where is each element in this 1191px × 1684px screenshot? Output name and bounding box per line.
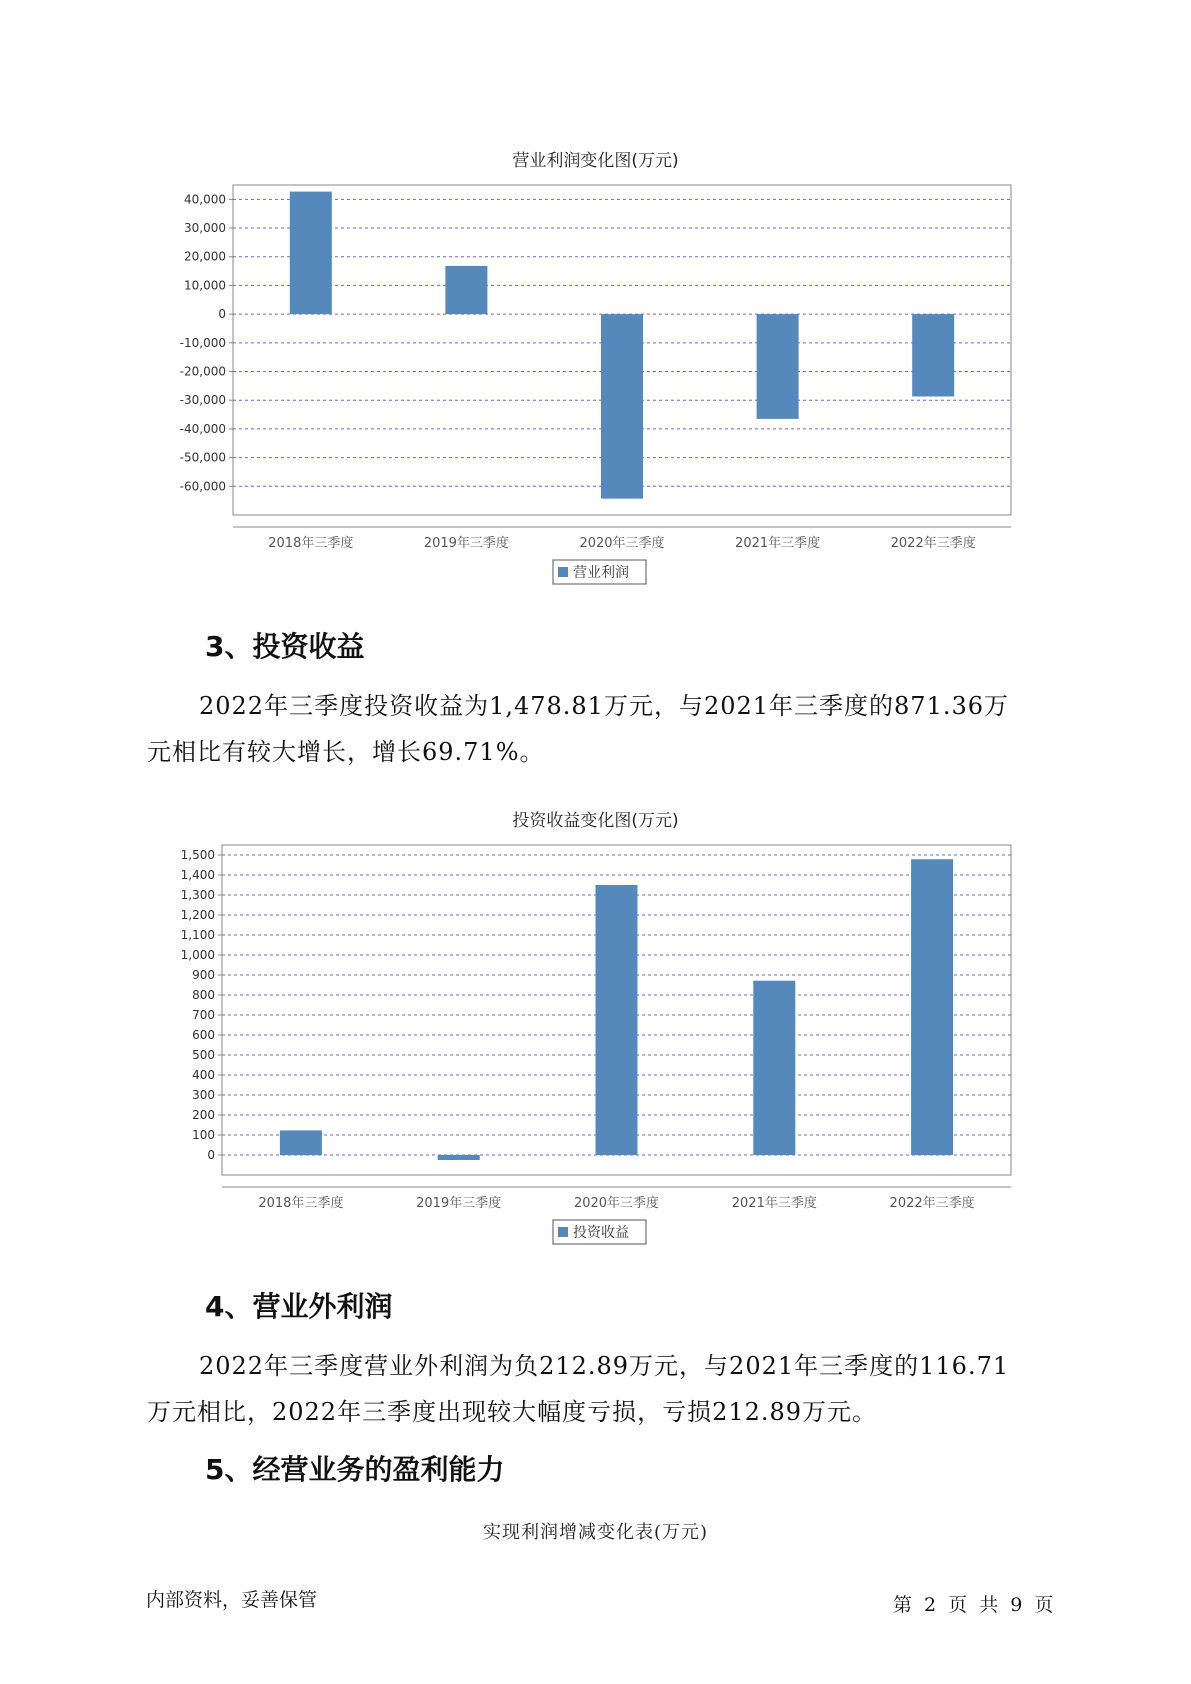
x-tick-label: 2020年三季度 (579, 536, 665, 551)
x-tick-label: 2018年三季度 (268, 536, 354, 551)
x-tick-label: 2019年三季度 (416, 1196, 502, 1211)
y-tick-label: -50,000 (179, 450, 226, 465)
y-tick-label: 0 (218, 307, 226, 322)
y-tick-label: -40,000 (179, 421, 226, 436)
legend-label: 营业利润 (573, 565, 629, 581)
x-tick-label: 2022年三季度 (890, 536, 976, 551)
x-tick-label: 2018年三季度 (258, 1196, 344, 1211)
section4-line1: 2022年三季度营业外利润为负212.89万元，与2021年三季度的116.71 (199, 1352, 1010, 1380)
x-tick-label: 2022年三季度 (889, 1196, 975, 1211)
y-tick-label: 1,100 (180, 928, 215, 942)
section5-heading: 5、经营业务的盈利能力 (205, 1453, 505, 1486)
x-tick-label: 2019年三季度 (423, 536, 509, 551)
x-tick-label: 2020年三季度 (573, 1196, 660, 1211)
section3-paragraph (147, 683, 1047, 775)
bar-4 (757, 314, 799, 419)
y-tick-label: 700 (192, 1008, 215, 1022)
y-tick-label: 200 (192, 1108, 215, 1122)
y-tick-label: 100 (192, 1128, 215, 1142)
x-tick-label: 2021年三季度 (735, 536, 821, 551)
legend-swatch (558, 1227, 568, 1237)
y-tick-label: -10,000 (179, 335, 226, 350)
section3-line2: 元相比有较大增长，增长69.71%。 (147, 738, 545, 766)
y-tick-label: 900 (192, 968, 215, 982)
investment-income-chart (0, 830, 1191, 1260)
y-tick-label: 1,000 (180, 948, 215, 962)
bar-2 (438, 1155, 480, 1160)
y-tick-label: 30,000 (184, 221, 226, 236)
y-tick-label: 40,000 (184, 192, 226, 207)
section3-heading: 3、投资收益 (205, 630, 365, 663)
y-tick-label: -60,000 (179, 479, 226, 494)
y-tick-label: 800 (192, 988, 215, 1002)
y-tick-label: 1,200 (180, 908, 215, 922)
bar-2 (445, 266, 487, 314)
bar-4 (753, 981, 795, 1155)
chart1-title: 营业利润变化图(万元) (512, 151, 679, 171)
y-tick-label: 400 (192, 1068, 215, 1082)
y-tick-label: -20,000 (179, 364, 226, 379)
operating-profit-chart (0, 170, 1191, 610)
section4-line2: 万元相比，2022年三季度出现较大幅度亏损，亏损212.89万元。 (147, 1398, 878, 1426)
table-caption: 实现利润增减变化表(万元) (482, 1522, 709, 1543)
section3-line1: 2022年三季度投资收益为1,478.81万元，与2021年三季度的871.36万 (199, 692, 1010, 720)
section4-heading: 4、营业外利润 (205, 1290, 393, 1323)
y-tick-label: 300 (192, 1088, 215, 1102)
y-tick-label: -30,000 (179, 393, 226, 408)
y-tick-label: 0 (207, 1148, 215, 1162)
bar-5 (912, 314, 954, 396)
section4-paragraph (147, 1343, 1047, 1435)
bar-3 (596, 885, 638, 1155)
footer-confidential-note: 内部资料，妥善保管 (146, 1589, 318, 1611)
bar-1 (290, 192, 332, 315)
y-tick-label: 20,000 (184, 249, 226, 264)
chart2-title: 投资收益变化图(万元) (512, 811, 679, 831)
y-tick-label: 1,400 (180, 868, 215, 882)
y-tick-label: 500 (192, 1048, 215, 1062)
bar-5 (911, 859, 953, 1155)
y-tick-label: 1,500 (180, 848, 215, 862)
bar-3 (601, 314, 643, 499)
x-tick-label: 2021年三季度 (731, 1196, 817, 1211)
legend-swatch (558, 567, 568, 577)
bar-1 (280, 1130, 322, 1155)
y-tick-label: 600 (192, 1028, 215, 1042)
y-tick-label: 10,000 (184, 278, 226, 293)
y-tick-label: 1,300 (180, 888, 215, 902)
footer-page-number: 第 2 页 共 9 页 (893, 1594, 1054, 1616)
legend-label: 投资收益 (573, 1225, 629, 1241)
